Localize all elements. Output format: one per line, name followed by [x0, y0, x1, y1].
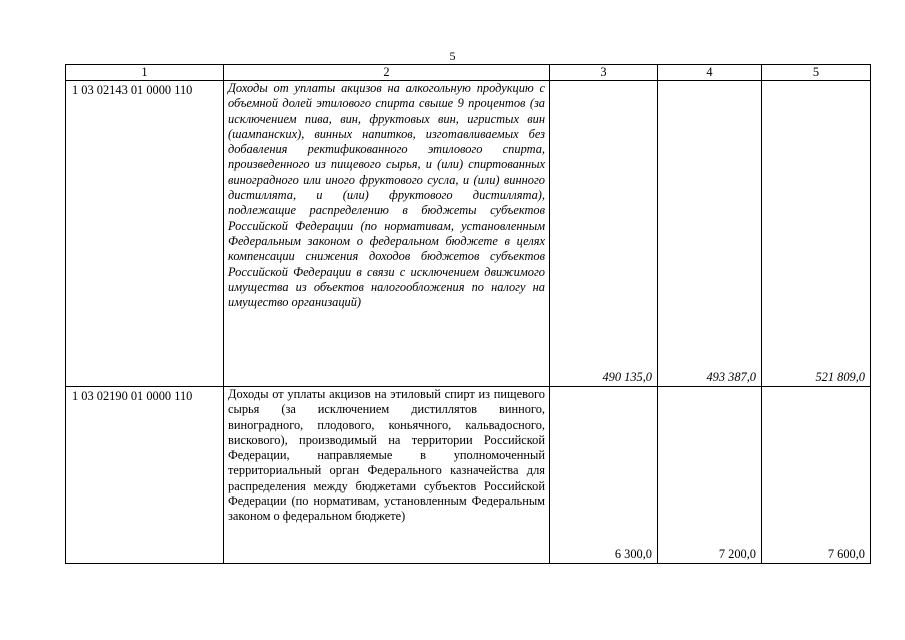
table-row [66, 81, 871, 387]
column-header-5: 5 [762, 65, 871, 81]
amount-col4: 493 387,0 [658, 81, 762, 387]
column-header-2: 2 [224, 65, 550, 81]
column-header-4: 4 [658, 65, 762, 81]
budget-code: 1 03 02190 01 0000 110 [66, 387, 224, 564]
amount-col3: 6 300,0 [550, 387, 658, 564]
budget-table [65, 64, 871, 564]
income-description: Доходы от уплаты акцизов на этиловый спирт из пищевого сырья (за исключением дистиллятов винного, виноградного, плодового, коньячного, кальвадосного, вискового), производимый на территории Российской Федерации, направляемые в уполномоченный территориальный орган Федерального казначейства для распределения между бюджетами субъектов Российской Федерации (по нормативам, установленным Федеральным законом о федеральном бюджете) [224, 387, 550, 564]
column-header-3: 3 [550, 65, 658, 81]
column-header-1: 1 [66, 65, 224, 81]
table-row [66, 387, 871, 564]
page-number: 5 [449, 49, 456, 63]
amount-col4: 7 200,0 [658, 387, 762, 564]
income-description: Доходы от уплаты акцизов на алкогольную продукцию с объемной долей этилового спирта свыше 9 процентов (за исключением пива, вин, фруктовых вин, игристых вин (шампанских), винных напитков, изготавливаемых без добавления ректификованного этилового спирта, произведенного из пищевого сырья, и (или) спиртованных виноградного или иного фруктового сусла, и (или) винного дистиллята, и (или) фруктового дистиллята), подлежащие распределению в бюджеты субъектов Российской Федерации (по нормативам, установленным Федеральным законом о федеральном бюджете в целях компенсации снижения доходов бюджетов субъектов Российской Федерации в связи с исключением движимого имущества из объектов налогообложения по налогу на имущество организаций) [224, 81, 550, 387]
amount-col3: 490 135,0 [550, 81, 658, 387]
amount-col5: 7 600,0 [762, 387, 871, 564]
budget-code: 1 03 02143 01 0000 110 [66, 81, 224, 387]
amount-col5: 521 809,0 [762, 81, 871, 387]
table-header-row [66, 65, 871, 81]
